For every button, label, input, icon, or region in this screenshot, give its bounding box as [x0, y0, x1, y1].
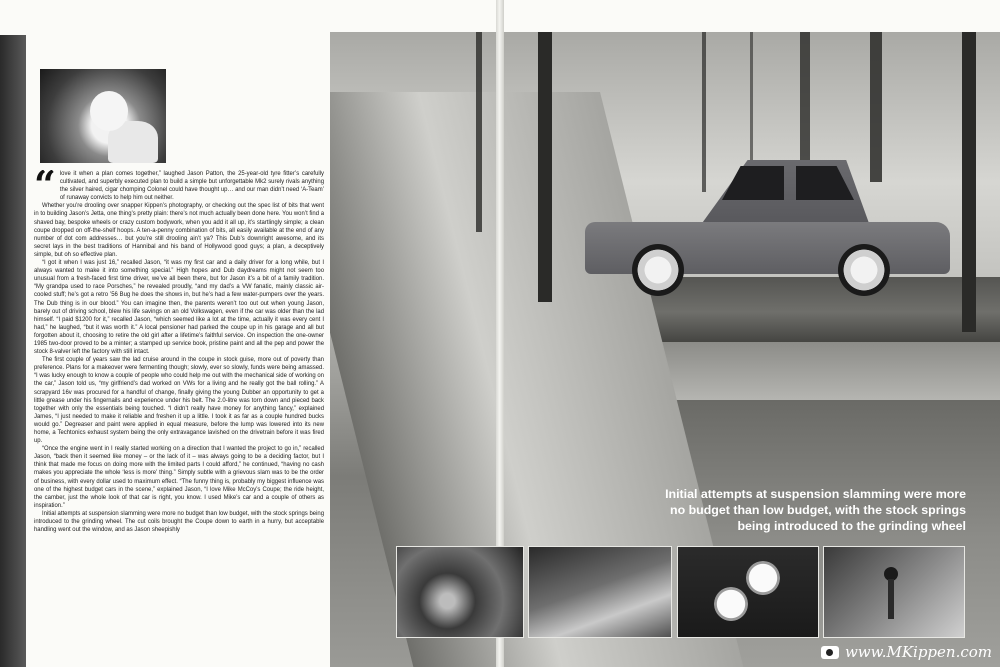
- camera-icon: [821, 646, 839, 659]
- photo-pole: [538, 32, 552, 302]
- drop-quote-mark: “: [34, 170, 56, 207]
- photo-pole: [476, 32, 482, 232]
- dog-photo: [40, 69, 166, 163]
- left-page-edge-photo: [0, 35, 26, 667]
- photo-pole: [702, 32, 706, 192]
- gear-shifter-photo: [823, 546, 965, 638]
- photo-caption: [650, 486, 966, 534]
- shift-lever-shape: [888, 579, 894, 619]
- caption-line-3: being introduced to the grinding wheel: [737, 519, 966, 533]
- article-paragraph-5: “Once the engine went in I really started working on a direction that I wanted the project to go in,” recalled Jason, “back then it seemed like money – or the lack of it – was always going to be a deciding factor, but I think that made me focus on doing more with the limited parts I could afford,” he continued, “having no cash makes you appreciate the whole ‘less is more’ thing.” Simply subtle with a grievous slam was to be the order of business, with every dollar used to maximum effect. “The funny thing is, probably my biggest influence was one of the highest budget cars in the scene,” explained Jason, “I love Mike McCoy’s Coupe; the ride height, the camber, just the whole look of that car is right, you know. I used Mike’s car and a couple of others as inspiration.”: [34, 446, 324, 509]
- article-paragraph-3: “I got it when I was just 16,” recalled Jason, “it was my first car and a daily driver for a long while, but I always wanted to make it into something special.” High hopes and Dub daydreams might not seem too unusual from a fresh-faced first time driver, we’ve all been there, but for Jason it’s a bit of a family tradition. “My grandpa used to race Porsches,” he revealed proudly, “and my dad’s a VW fanatic, mainly classic air-cooled stuff; he’s got a retro ’56 Bug he does the shows in, but he’s had a few water-pumpers over the years. The Dub thing is in our blood.” You can imagine then, the parents weren’t too out out when young Jason, barely out of driving school, blew his life savings on an old Volkswagen, even if the car was older than the lad himself. “I paid $1200 for it,” recalled Jason, “which seemed like a lot at the time, actually it was every cent I had,” he laughed, “but it was worth it.” A local pensioner had parked the coupe up in his garage and all but forgotten about it, choosing to retire the old girl after a lifetime’s faithful service. On inspection the one-owner 1985 two-door proved to be a minter; a stamped up service book, pristine paint and all the pep and power the stock 8-valver left the factory with still intact.: [34, 260, 324, 356]
- car-rear-wheel: [838, 244, 890, 296]
- caption-line-2: no budget than low budget, with the stock springs: [670, 503, 966, 517]
- interior-seat-photo: [396, 546, 524, 638]
- photo-pole: [962, 32, 976, 332]
- car-front-wheel: [632, 244, 684, 296]
- article-paragraph-6: Initial attempts at suspension slamming were more no budget than low budget, with the stock springs being introduced to the grinding wheel. The cut coils brought the Coupe down to earth in a hurry, but acceptable handling went out the window, and as Jason sheepishly: [34, 510, 324, 534]
- article-paragraph-4: The first couple of years saw the lad cruise around in the coupe in stock guise, more out of poverty than preference. Plans for a makeover were fermenting though; slowly, ever so slowly, funds were being amassed. “I was lucky enough to know a couple of people who could help me out with the mechanical side of working on the car,” Jason told us, “my girlfriend’s dad worked on VWs for a living and he really got the ball rolling.” A scrapyard 16v was procured for a handful of change, finally giving the young Dubber an opportunity to get a little grease under his fingernails and experience under his belt. The 2.0-litre was torn down and pieced back together with only the essentials being touched. “I didn’t really have money for anything fancy,” explained James, “I just needed to make it reliable and freshen it up a little. I took it as far as a couple hundred bucks would go.” Degreaser and paint were applied in equal measure, before the lump was lowered into its new home, a Techtonics exhaust system being the only extravagance lavished on the drivetrain before it was fired up.: [34, 357, 324, 445]
- photo-pole: [870, 32, 882, 182]
- article-paragraph-1: [34, 170, 324, 207]
- dog-head-shape: [90, 91, 128, 131]
- gauge-icon: [714, 587, 748, 621]
- watermark-text: www.MKippen.com: [844, 643, 992, 661]
- article-text-column: [34, 170, 324, 620]
- article-paragraph-2: Whether you’re drooling over snapper Kippen’s photography, or checking out the spec list of bits that went in to building Jason’s Jetta, one thing’s pretty plain: there’s not much actually been done here. You won’t find a shaved bay, bespoke wheels or crazy custom bodywork, when you add it all up, it’s startlingly simple; a clean coupe dropped on off-the-shelf hoops. A ten-a-penny combination of bits, all easily available at the end of any number of dot com addresses… but you’re still drooling ain’t ya? This Dub’s downright awesome, and its secret lays in the best traditions of Hannibal and his band of Hollywood good guys; a plan, a deceptively simple, but oh so effective plan.: [34, 203, 324, 258]
- photographer-watermark: [821, 643, 992, 661]
- caption-line-1: Initial attempts at suspension slamming were more: [665, 487, 966, 501]
- gauge-icon: [746, 561, 780, 595]
- photo-pole: [800, 32, 810, 162]
- photo-pole: [750, 32, 753, 162]
- gauges-photo: [677, 546, 819, 638]
- article-paragraph-1-text: love it when a plan comes together,” laughed Jason Patton, the 25-year-old tyre fitter’s carefully cultivated, and superbly executed plan to build a simple but unforgettable Mk2 surely rivals anything the silver haired, cigar chomping Colonel could have thought up… and our man didn’t need ‘A-Team’ of runaway convicts to help him out neither.: [59, 171, 324, 202]
- dashboard-photo: [528, 546, 672, 638]
